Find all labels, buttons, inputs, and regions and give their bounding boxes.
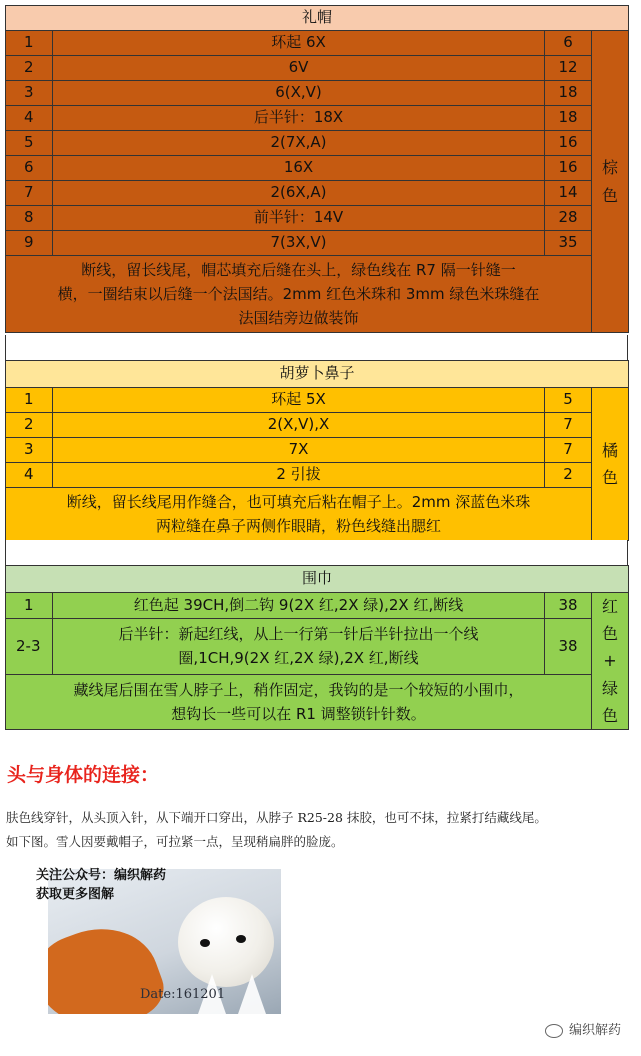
row-number: 9 [6,231,53,256]
stitch-count: 38 [545,593,592,619]
table-title: 围巾 [6,566,629,593]
table-row [6,438,629,463]
table-row [6,206,629,231]
stitch-count: 16 [545,156,592,181]
pattern-table-carrot-nose [5,360,629,541]
row-instruction: 环起 5X [53,388,545,413]
stitch-count: 18 [545,81,592,106]
stitch-count: 28 [545,206,592,231]
stitch-count: 5 [545,388,592,413]
row-number: 1 [6,593,53,619]
row-instruction: 7(3X,V) [53,231,545,256]
table-row [6,156,629,181]
row-number: 4 [6,106,53,131]
table-row [6,56,629,81]
table-note: 藏线尾后围在雪人脖子上，稍作固定，我钩的是一个较短的小围巾， 想钩长一些可以在 R1 调整锁针针数。 [6,674,592,729]
table-note: 断线，留长线尾用作缝合，也可填充后粘在帽子上。2mm 深蓝色米珠 两粒缝在鼻子两侧作眼睛，粉色线缝出腮红 [6,488,592,541]
photo-date-stamp: Date:161201 [140,987,226,1002]
stitch-count: 2 [545,463,592,488]
row-number: 1 [6,388,53,413]
row-number: 5 [6,131,53,156]
row-instruction: 7X [53,438,545,463]
yarn-color-label: 棕 色 [592,31,629,333]
row-number: 7 [6,181,53,206]
stitch-count: 12 [545,56,592,81]
row-instruction: 6V [53,56,545,81]
table-row [6,388,629,413]
yarn-color-label: 红 色 + 绿 色 [592,593,629,730]
table-row [6,131,629,156]
row-number: 2 [6,413,53,438]
section-title: 头与身体的连接： [7,764,160,786]
row-instruction: 后半针：新起红线，从上一行第一针后半针拉出一个线 圈,1CH,9(2X 红,2X 绿),2X 红,断线 [53,619,545,674]
table-row [6,231,629,256]
row-number: 2-3 [6,619,53,674]
stitch-count: 7 [545,438,592,463]
section-paragraph: 肤色线穿针，从头顶入针，从下端开口穿出，从脖子 R25-28 抹胶，也可不抹，拉紧打结藏线尾。 如下图。雪人因要戴帽子，可拉紧一点，呈现稍扁胖的脸庞。 [6,810,547,849]
yarn-color-label: 橘 色 [592,388,629,541]
spacer-row [5,335,628,360]
table-title: 胡萝卜鼻子 [6,361,629,388]
row-number: 6 [6,156,53,181]
stitch-count: 14 [545,181,592,206]
row-instruction: 后半针：18X [53,106,545,131]
row-instruction: 2(6X,A) [53,181,545,206]
row-number: 4 [6,463,53,488]
row-instruction: 2(7X,A) [53,131,545,156]
row-instruction: 2(X,V),X [53,413,545,438]
table-row [6,31,629,56]
stitch-count: 16 [545,131,592,156]
wechat-logo-icon [545,1024,563,1038]
table-row [6,181,629,206]
eye-dot [236,935,246,943]
row-instruction: 前半针：14V [53,206,545,231]
row-number: 8 [6,206,53,231]
photo-caption: 关注公众号：编织解药 获取更多图解 [36,868,167,902]
table-row [6,619,629,674]
table-row [6,413,629,438]
tree-shape [238,974,266,1014]
row-number: 3 [6,438,53,463]
table-note-row [6,488,629,541]
row-number: 3 [6,81,53,106]
pattern-table-scarf [5,565,629,730]
stitch-count: 7 [545,413,592,438]
table-title: 礼帽 [6,6,629,31]
table-note-row [6,256,629,333]
eye-dot [200,939,210,947]
stitch-count: 38 [545,619,592,674]
row-instruction: 16X [53,156,545,181]
stitch-count: 18 [545,106,592,131]
row-instruction: 6(X,V) [53,81,545,106]
pattern-table-top-hat [5,5,629,333]
stitch-count: 35 [545,231,592,256]
footer-watermark: 编织解药 [545,1019,621,1038]
table-note-row [6,674,629,729]
stitch-count: 6 [545,31,592,56]
row-instruction: 环起 6X [53,31,545,56]
table-note: 断线，留长线尾，帽芯填充后缝在头上，绿色线在 R7 隔一针缝一 横，一圈结束以后缝一个法国结。2mm 红色米珠和 3mm 绿色米珠缝在 法国结旁边做装饰 [6,256,592,333]
spacer-row [5,540,628,565]
row-number: 2 [6,56,53,81]
row-instruction: 红色起 39CH,倒二钩 9(2X 红,2X 绿),2X 红,断线 [53,593,545,619]
table-row [6,106,629,131]
table-row [6,81,629,106]
table-row [6,593,629,619]
row-number: 1 [6,31,53,56]
row-instruction: 2 引拔 [53,463,545,488]
table-row [6,463,629,488]
